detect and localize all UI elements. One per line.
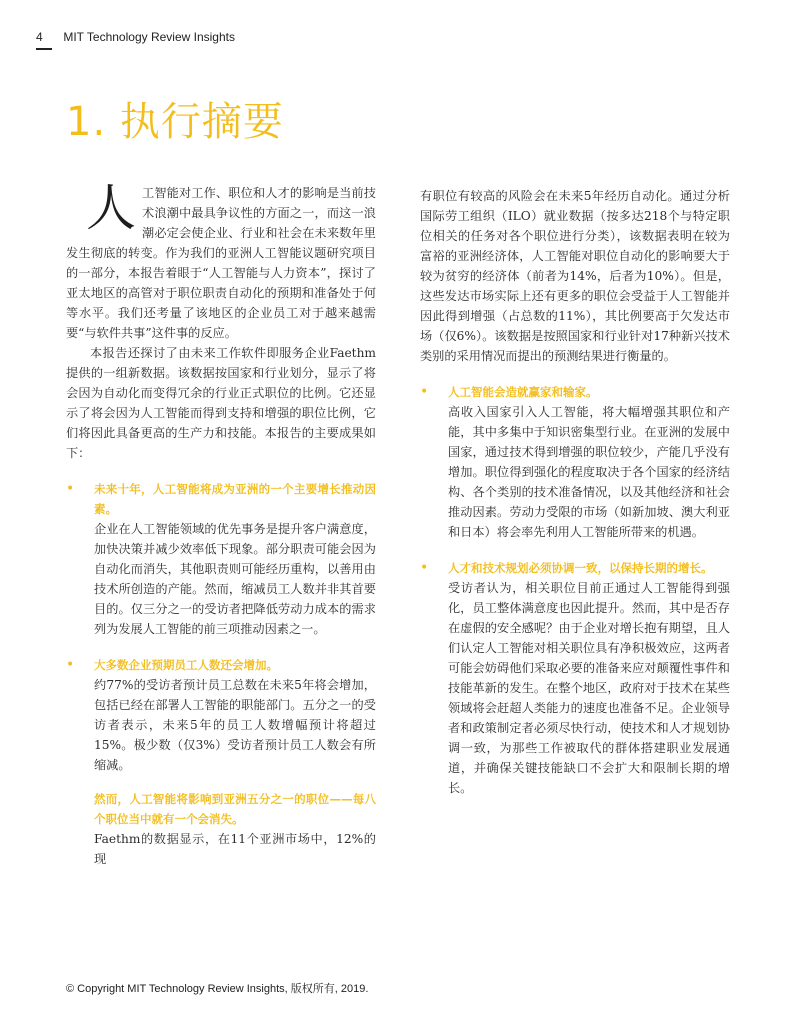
key-finding-2 <box>66 655 376 775</box>
bullet-icon: • <box>420 560 429 576</box>
right-column <box>420 186 730 798</box>
subpoint-body: Faethm的数据显示，在11个亚洲市场中，12%的现 <box>94 832 376 866</box>
publication-name: MIT Technology Review Insights <box>63 30 235 44</box>
key-finding-body: 受访者认为，相关职位目前正通过人工智能得到强化，员工整体满意度也因此提升。然而，其中是否存在虚假的安全感呢？由于企业对增长抱有期望，且人们认定人工智能对相关职位具有净积极效应，这两者可能会妨碍他们采取必要的准备来应对颠覆性事件和技能革新的发生。在整个地区，政府对于技术在某些领域将会赶超人类能力的速度也准备不足。企业领导者和政策制定者必须尽快行动，使技术和人才规划协调一致，为那些工作被取代的群体搭建职业发展通道，并确保关键技能缺口不会扩大和限制长期的增长。 <box>448 581 730 795</box>
key-finding-1 <box>66 479 376 639</box>
key-finding-heading: 人才和技术规划必须协调一致，以保持长期的增长。 <box>448 561 713 575</box>
key-finding-body: 高收入国家引入人工智能，将大幅增强其职位和产能，其中多集中于知识密集型行业。在亚洲的发展中国家，通过技术得到增强的职位较少，产能几乎没有增加。职位得到强化的程度取决于各个国家的经济结构、各个类别的技术准备情况，以及其他经济和社会推动因素。劳动力受限的市场（如新加坡、澳大利亚和日本）将会率先利用人工智能所带来的机遇。 <box>448 405 730 539</box>
continuation-paragraph: 有职位有较高的风险会在未来5年经历自动化。通过分析国际劳工组织（ILO）就业数据（按多达218个与特定职位相关的任务对各个职位进行分类），该数据表明在较为富裕的亚洲经济体，人工智能对职位自动化的影响要大于较为贫穷的经济体（前者为14%，后者为10%）。但是，这些发达市场实际上还有更多的职位会受益于人工智能并因此得到增强（占总数的11%），其比例要高于欠发达市场（仅6%）。该数据是按照国家和行业针对17种新兴技术类别的采用情况而提出的预测结果进行衡量的。 <box>420 189 730 363</box>
bullet-icon: • <box>66 481 75 497</box>
running-header <box>36 30 235 44</box>
bullet-icon: • <box>66 657 75 673</box>
key-finding-3 <box>420 382 730 542</box>
key-finding-body: 约77%的受访者预计员工总数在未来5年将会增加，包括已经在部署人工智能的职能部门。五分之一的受访者表示，未来5年的员工人数增幅预计将超过15%。极少数（仅3%）受访者预计员工人数会有所缩减。 <box>94 678 376 772</box>
section-title: 1. 执行摘要 <box>66 99 284 145</box>
body-paragraph-2: 本报告还探讨了由未来工作软件即服务企业Faethm提供的一组新数据。该数据按国家和行业划分，显示了将会因为自动化而变得冗余的行业正式职位的比例。它还显示了将会因为人工智能而得到支持和增强的职位比例，它们将因此具备更高的生产力和技能。本报告的主要成果如下： <box>66 346 376 460</box>
key-finding-heading: 大多数企业预期员工人数还会增加。 <box>94 658 278 672</box>
key-finding-heading: 未来十年，人工智能将成为亚洲的一个主要增长推动因素。 <box>94 482 376 516</box>
key-finding-4 <box>420 558 730 798</box>
page-number: 4 <box>36 30 43 44</box>
header-rule <box>36 48 52 50</box>
subpoint-heading: 然而，人工智能将影响到亚洲五分之一的职位——每八个职位当中就有一个会消失。 <box>94 792 376 826</box>
key-finding-subpoint <box>66 789 376 869</box>
drop-cap: 人 <box>86 179 136 237</box>
copyright-footer: © Copyright MIT Technology Review Insights, 版权所有, 2019. <box>66 983 369 995</box>
left-column <box>66 179 376 869</box>
intro-paragraph <box>66 179 376 343</box>
key-finding-body: 企业在人工智能领域的优先事务是提升客户满意度，加快决策并减少效率低下现象。部分职责可能会因为自动化而消失，其他职责则可能经历重构，以善用由技术所创造的产能。然而，缩减员工人数并非其首要目的。仅三分之一的受访者把降低劳动力成本的需求列为发展人工智能的前三项推动因素之一。 <box>94 522 376 636</box>
key-finding-heading: 人工智能会造就赢家和输家。 <box>448 385 598 399</box>
intro-text: 工智能对工作、职位和人才的影响是当前技术浪潮中最具争议性的方面之一，而这一浪潮必定会使企业、行业和社会在未来数年里发生彻底的转变。作为我们的亚洲人工智能议题研究项目的一部分，本报告着眼于“人工智能与人力资本”，探讨了亚太地区的高管对于职位职责自动化的预期和准备处于何等水平。我们还考量了该地区的企业员工对于越来越需要“与软件共事”这件事的反应。 <box>66 186 376 340</box>
bullet-icon: • <box>420 384 429 400</box>
